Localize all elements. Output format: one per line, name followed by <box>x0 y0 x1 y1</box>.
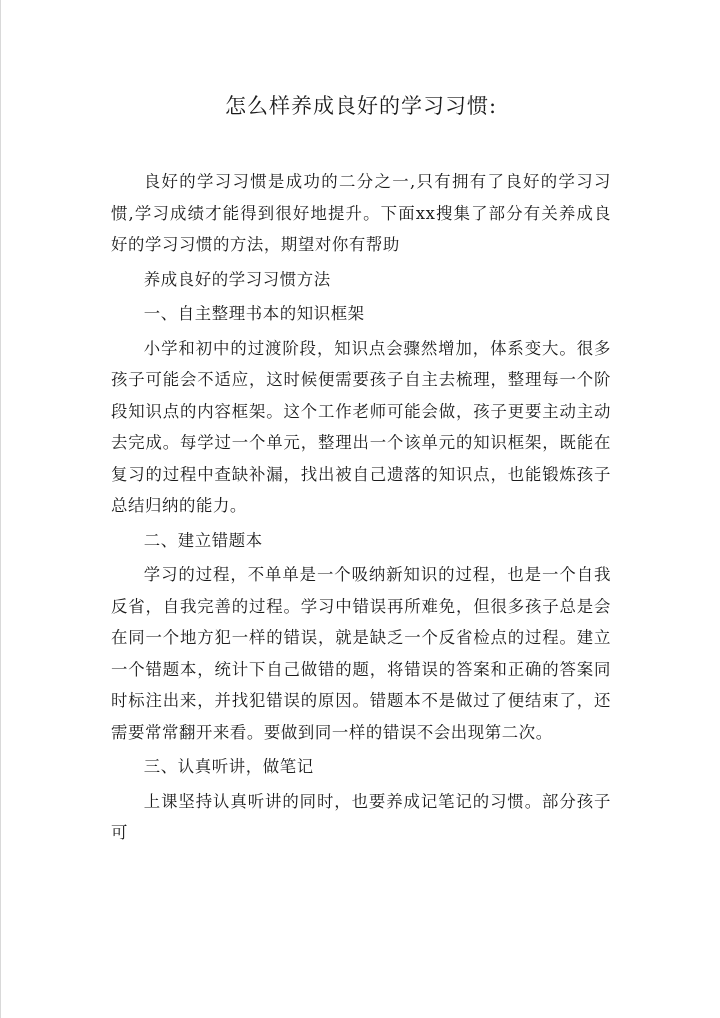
section-body-3: 上课坚持认真听讲的同时，也要养成记笔记的习惯。部分孩子可 <box>111 791 611 842</box>
document-title: 怎么样养成良好的学习习惯: <box>224 94 498 118</box>
section-heading-1: 一、自主整理书本的知识框架 <box>143 304 365 323</box>
section-body-1: 小学和初中的过渡阶段，知识点会骤然增加，体系变大。很多孩子可能会不适应，这时候便需要孩子自主去梳理，整理每一个阶段知识点的内容框架。这个工作老师可能会做，孩子更要主动主动去完成。每学过一个单元，整理出一个该单元的知识框架，既能在复习的过程中查缺补漏，找出被自己遗落的知识点，也能锻炼孩子总结归纳的能力。 <box>111 338 611 515</box>
intro-paragraph: 良好的学习习惯是成功的二分之一,只有拥有了良好的学习习惯,学习成绩才能得到很好地提升。下面xx搜集了部分有关养成良好的学习习惯的方法，期望对你有帮助 <box>111 172 611 254</box>
section-title: 养成良好的学习习惯方法 <box>143 269 331 289</box>
document-body <box>111 166 611 849</box>
section-heading-2: 二、建立错题本 <box>143 530 263 550</box>
section-heading-3: 三、认真听讲，做笔记 <box>143 757 314 776</box>
section-body-2: 学习的过程，不单单是一个吸纳新知识的过程，也是一个自我反省，自我完善的过程。学习中错误再所难免，但很多孩子总是会在同一个地方犯一样的错误，就是缺乏一个反省检点的过程。建立一个错题本，统计下自己做错的题，将错误的答案和正确的答案同时标注出来，并找犯错误的原因。错题本不是做过了便结束了，还需要常常翻开来看。要做到同一样的错误不会出现第二次。 <box>111 565 611 742</box>
